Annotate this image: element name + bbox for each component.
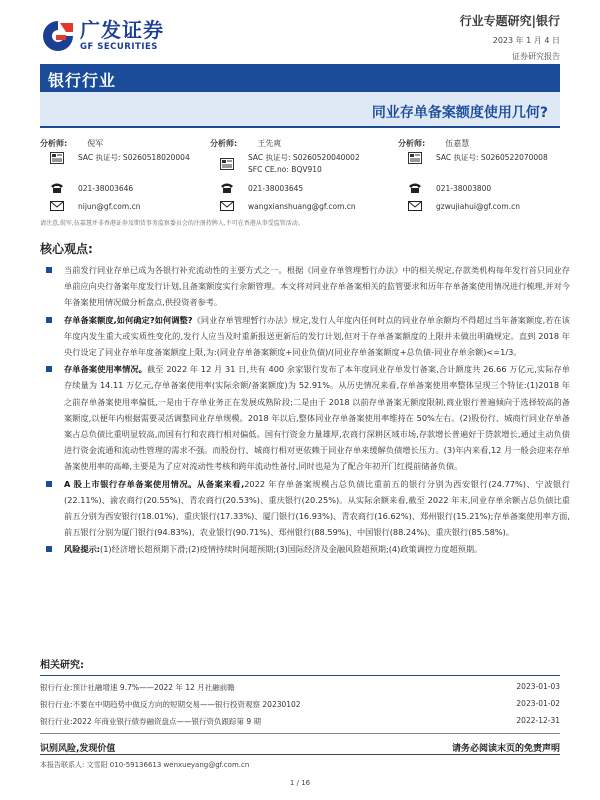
sector-band — [40, 64, 560, 92]
analyst-sac: SAC 执证号: S0260518020004 — [78, 153, 190, 162]
bullet-icon — [46, 546, 52, 552]
analyst-block — [40, 138, 560, 218]
mail-icon — [50, 200, 64, 212]
logo-english-name: GF SECURITIES — [80, 42, 158, 53]
related-item[interactable] — [40, 699, 560, 710]
sector-name: 银行行业 — [48, 71, 117, 90]
list-item — [40, 476, 570, 541]
certificate-icon — [220, 158, 234, 170]
analyst-email[interactable]: wangxianshuang@gf.com.cn — [248, 201, 356, 211]
related-item[interactable] — [40, 682, 560, 693]
certificate-icon — [408, 152, 422, 164]
bullet-icon — [46, 267, 52, 273]
analyst-label: 分析师: — [210, 139, 238, 148]
report-title: 同业存单备案额度使用几何? — [371, 105, 548, 121]
phone-icon — [408, 182, 422, 194]
footer-disclaimer-note: 请务必阅读末页的免责声明 — [451, 744, 560, 754]
analyst-name: 王先爽 — [257, 139, 282, 148]
bullet-text: 《同业存单管理暂行办法》规定,发行人年度内任何时点的同业存单余额均不得超过当年备案额度,若在该年度内发生重大或实质性变化的,发行人应当及时重新报送更新后的发行计划,但对于存单备案额度的上限并未做出明确规定。直到 2018 年央行设定了同业存单年度备案额度上限,为:(同业存单备案额度+同业负债)/(同业存单备案额度+总负债-同业存单余额)<=1/3。 — [64, 314, 570, 358]
list-item — [40, 541, 570, 557]
gf-logo-icon — [40, 18, 76, 54]
related-research — [40, 656, 560, 734]
bullet-text: 2022 年存单备案规模占总负债比重前五的银行分别为西安银行(24.77%)、宁波银行(22.11%)、渝农商行(20.55%)、青农商行(20.53%)、重庆银行(20.25%)。从实际余额来看,截至 2022 年末,同业存单余额占总负债比重前五分别为西安银行(18.01%)、重庆银行(17.33%)、厦门银行(16.93%)、青农商行(16.62%)、郑州银行(15.21%);存单备案使用率方面,前五银行分别为厦门银行(94.83%)、农业银行(90.71%)、郑州银行(88.59%)、中国银行(88.24%)、重庆银行(85.58%)。 — [64, 478, 570, 538]
analyst-email[interactable]: gzwujiahui@gf.com.cn — [436, 201, 520, 211]
report-contact: 本报告联系人: 文雪阳 010-59136613 wenxueyang@gf.com.cn — [40, 761, 250, 769]
phone-icon — [220, 182, 234, 194]
footer-slogan: 识别风险,发现价值 — [40, 744, 116, 754]
related-research-heading: 相关研究: — [40, 656, 560, 676]
gf-logo — [40, 16, 200, 56]
analyst-sac: SAC 执证号: S0260522070008 — [436, 153, 548, 162]
mail-icon — [408, 200, 422, 212]
bullet-icon — [46, 481, 52, 487]
analyst-phone: 021-38003645 — [248, 183, 304, 193]
report-kind: 证券研究报告 — [512, 52, 560, 61]
analyst-card — [398, 138, 588, 218]
title-bar — [40, 92, 560, 128]
logo-chinese-name: 广发证券 — [80, 18, 164, 43]
bullet-lead: 风险提示: — [64, 544, 101, 555]
core-views-list — [40, 262, 570, 558]
analyst-email[interactable]: nijun@gf.com.cn — [78, 201, 141, 211]
analyst-card — [40, 138, 230, 218]
bullet-text: 截至 2022 年 12 月 31 日,共有 400 余家银行发布了本年度同业存单发行备案,合计额度共 26.66 万亿元,实际存单存续量为 14.11 万亿元,存单备案使用率(实际余额/备案额度)为 52.91%。从历史情况来看,存单备案使用率整体呈现三个特征:(1)2018 年之前存单备案使用率偏低,一是由于存单业务正在发展成熟阶段;二是由于 2018 以前存单备案无额度限制,商业银行普遍倾向于选择较高的备案额度,以便年内根据需要灵活调整同业存单规模。2018 年以后,整体同业存单备案使用率维持在 50%左右。(2)股份行、城商行同业存单备案占总负债比重明显较高,而国有行和农商行相对偏低。国有行资金力量雄厚,农商行深耕区域市场,存款增长普遍好于贷款增长,通过主动负债进行资金流通和流动性管理的需求不强。而股份行、城商行相对更依赖于同业存单来缓解负债增长压力。(3)年内来看,12 月一般会迎来存单备案使用率的高峰,主要是为了应对流动性考核和跨年流动性备付,同时也是为了配合年初开门红提前储备负债。 — [64, 364, 570, 472]
related-item-date: 2023-01-03 — [516, 682, 560, 691]
mail-icon — [220, 200, 234, 212]
related-item-title[interactable]: 银行行业:不要在中期趋势中做反方向的短期交易——银行投资观察 20230102 — [40, 700, 301, 709]
analyst-sfc: SFC CE.no: BQV910 — [248, 165, 322, 174]
bullet-text: (1)经济增长超预期下滑;(2)疫情持续时间超预期;(3)国际经济及金融风险超预期;(4)政策调控力度超预期。 — [100, 544, 483, 555]
related-item-date: 2023-01-02 — [516, 699, 560, 708]
bullet-lead: 存单备案额度,如何确定?如何调整? — [64, 314, 193, 325]
analyst-card — [210, 138, 400, 218]
analyst-phone: 021-38003646 — [78, 183, 134, 193]
bullet-icon — [46, 366, 52, 372]
related-item-date: 2022-12-31 — [516, 716, 560, 725]
list-item — [40, 361, 570, 474]
page-number: 1 / 16 — [289, 779, 311, 787]
bullet-text: 当前发行同业存单已成为各银行补充流动性的主要方式之一。根据《同业存单管理暂行办法》中的相关规定,存款类机构每年发行首只同业存单前应向央行备案年度发行计划,且备案额度实行余额管理。本文将对同业存单备案相关的监管要求和历年存单备案使用情况进行梳理,并对今年备案使用情况做分析盘点,供投资者参考。 — [64, 265, 570, 308]
analyst-disclaimer: 请注意,倪军,伍嘉慧并非香港证券及期货事务监察委员会的注册持牌人,不可在香港从事受监管活动。 — [40, 220, 304, 227]
analyst-phone: 021-38003800 — [436, 183, 492, 193]
report-type: 行业专题研究|银行 — [459, 14, 560, 28]
list-item — [40, 312, 570, 361]
related-item-title[interactable]: 银行行业:2022 年商业银行债券融资盘点——银行资负跟踪第 9 期 — [40, 717, 262, 726]
analyst-label: 分析师: — [40, 139, 68, 148]
analyst-name: 伍嘉慧 — [445, 139, 470, 148]
report-meta — [460, 12, 560, 62]
phone-icon — [50, 182, 64, 194]
analyst-name: 倪军 — [87, 139, 104, 148]
core-views-heading: 核心观点: — [40, 242, 93, 256]
bullet-lead: A 股上市银行存单备案使用情况。从备案来看, — [64, 478, 245, 489]
related-item[interactable] — [40, 716, 560, 727]
report-date: 2023 年 1 月 4 日 — [492, 36, 560, 45]
bullet-lead: 存单备案使用率情况。 — [64, 364, 147, 375]
certificate-icon — [50, 152, 64, 164]
list-item — [40, 262, 570, 311]
bullet-icon — [46, 317, 52, 323]
analyst-sac: SAC 执证号: S0260520040002 — [248, 153, 360, 162]
analyst-label: 分析师: — [398, 139, 426, 148]
footer-divider — [40, 754, 560, 755]
related-item-title[interactable]: 银行行业:预计社融增速 9.7%——2022 年 12 月社融前瞻 — [40, 683, 235, 692]
